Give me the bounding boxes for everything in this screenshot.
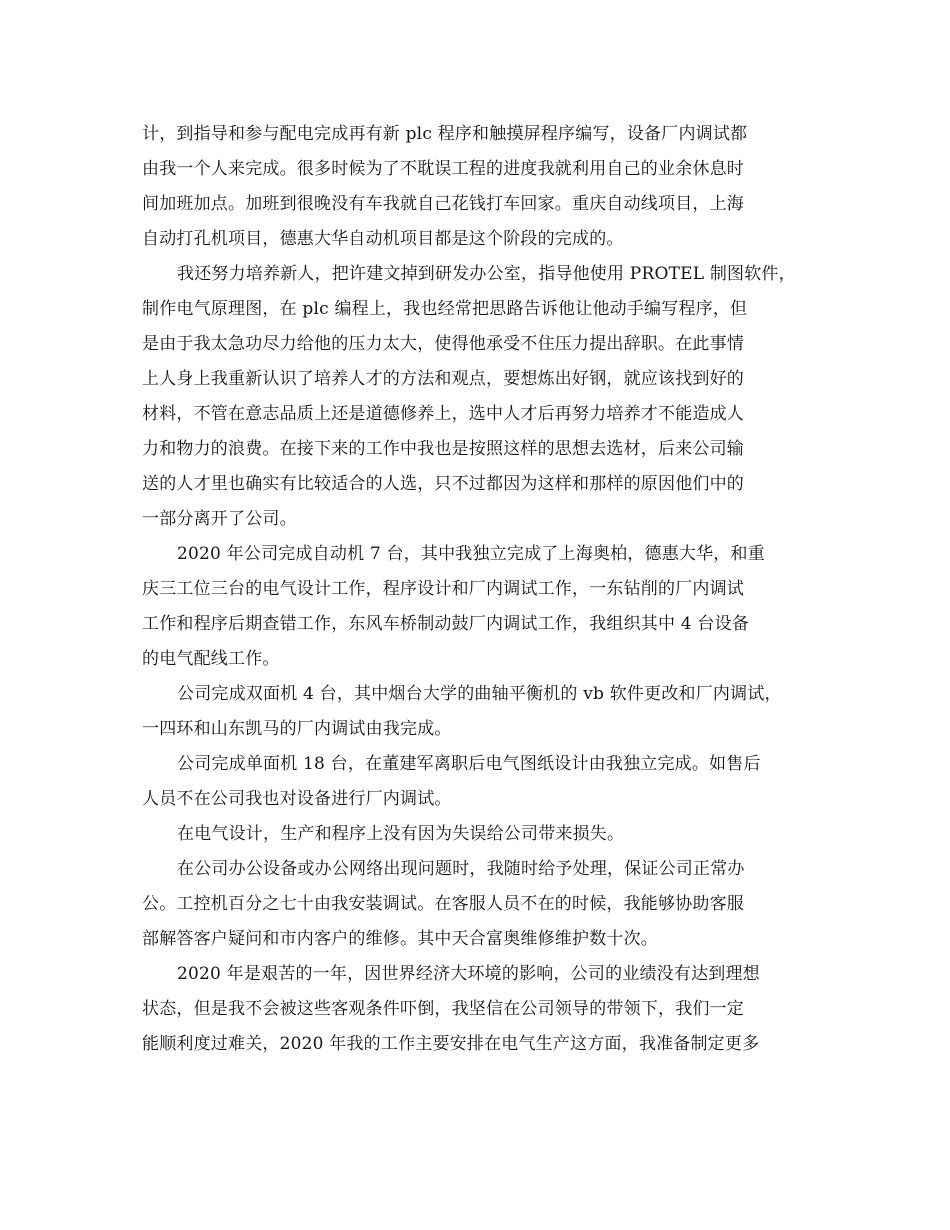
paragraph-first-line: 在公司办公设备或办公网络出现问题时，我随时给予处理，保证公司正常办	[177, 859, 745, 879]
text-line: 自动打孔机项目，德惠大华自动机项目都是这个阶段的完成的。	[142, 229, 624, 249]
text-line: 上人身上我重新认识了培养人才的方法和观点，要想炼出好钢，就应该找到好的	[142, 369, 744, 389]
text-line: 制作电气原理图，在 plc 编程上，我也经常把思路告诉他让他动手编写程序，但	[142, 299, 748, 319]
text-line: 工作和程序后期查错工作，东风车桥制动鼓厂内调试工作，我组织其中 4 台设备	[142, 614, 750, 634]
text-line: 由我一个人来完成。很多时候为了不耽误工程的进度我就利用自己的业余休息时	[142, 159, 744, 179]
text-line: 力和物力的浪费。在接下来的工作中我也是按照这样的思想去选材，后来公司输	[142, 439, 744, 459]
text-line: 一四环和山东凯马的厂内调试由我完成。	[142, 719, 452, 739]
paragraph-first-line: 我还努力培养新人，把许建文掉到研发办公室，指导他使用 PROTEL 制图软件，	[177, 264, 796, 284]
text-line: 送的人才里也确实有比较适合的人选，只不过都因为这样和那样的原因他们中的	[142, 474, 744, 494]
text-line: 部解答客户疑问和市内客户的维修。其中天合富奥维修维护数十次。	[142, 929, 658, 949]
paragraph-first-line: 2020 年公司完成自动机 7 台，其中我独立完成了上海奥柏，德惠大华，和重	[177, 544, 765, 564]
paragraph-first-line: 在电气设计，生产和程序上没有因为失误给公司带来损失。	[177, 824, 625, 844]
paragraph-first-line: 公司完成单面机 18 台，在董建军离职后电气图纸设计由我独立完成。如售后	[177, 754, 761, 774]
paragraph-first-line: 2020 年是艰苦的一年，因世界经济大环境的影响，公司的业绩没有达到理想	[177, 964, 760, 984]
text-line: 人员不在公司我也对设备进行厂内调试。	[142, 789, 452, 809]
text-line: 材料，不管在意志品质上还是道德修养上，选中人才后再努力培养才不能造成人	[142, 404, 744, 424]
text-line: 计，到指导和参与配电完成再有新 plc 程序和触摸屏程序编写，设备厂内调试都	[142, 124, 748, 144]
text-line: 状态，但是我不会被这些客观条件吓倒，我坚信在公司领导的带领下，我们一定	[142, 999, 744, 1019]
paragraph-first-line: 公司完成双面机 4 台，其中烟台大学的曲轴平衡机的 vb 软件更改和厂内调试，	[177, 684, 782, 704]
text-line: 公。工控机百分之七十由我安装调试。在客服人员不在的时候，我能够协助客服	[142, 894, 744, 914]
text-line: 间加班加点。加班到很晚没有车我就自己花钱打车回家。重庆自动线项目，上海	[142, 194, 744, 214]
document-body	[142, 117, 810, 1062]
text-line: 庆三工位三台的电气设计工作，程序设计和厂内调试工作，一东钻削的厂内调试	[142, 579, 744, 599]
text-line: 能顺利度过难关，2020 年我的工作主要安排在电气生产这方面，我准备制定更多	[142, 1034, 760, 1054]
text-line: 一部分离开了公司。	[142, 509, 297, 529]
text-line: 的电气配线工作。	[142, 649, 280, 669]
text-line: 是由于我太急功尽力给他的压力太大，使得他承受不住压力提出辞职。在此事情	[142, 334, 744, 354]
